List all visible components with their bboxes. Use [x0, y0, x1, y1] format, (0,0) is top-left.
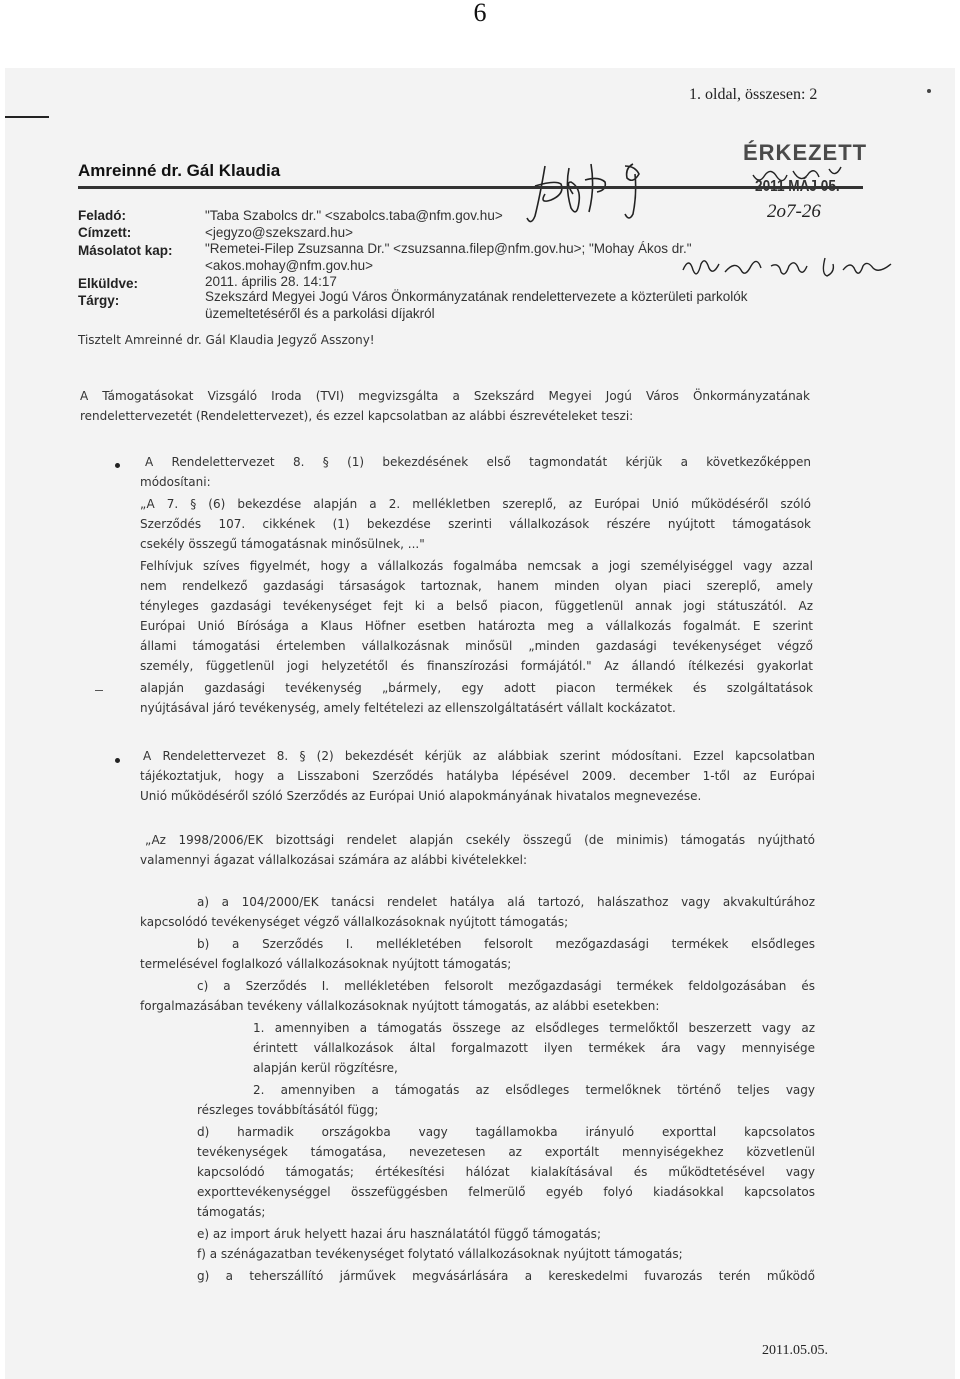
bullet1-explanation-line-8: nyújtásával járó tevékenység, amely feltételezi az ellenszolgáltatásért vállalt kockázatot. [140, 701, 676, 715]
page-info: 1. oldal, összesen: 2 [689, 86, 818, 103]
field-value-sent: 2011. április 28. 14:17 [205, 274, 337, 289]
quote2-sub1-line-2: érintett vállalkozások által forgalmazott ilyen termékek ára vagy mennyisége [253, 1041, 815, 1055]
quote2-item-d-line-5: támogatás; [197, 1205, 266, 1219]
quote2-sub1-line-3: alapján kerül rögzítésre, [253, 1061, 398, 1075]
field-value-sender: "Taba Szabolcs dr." <szabolcs.taba@nfm.gov.hu> [205, 208, 503, 223]
quote2-item-e: e) az import áruk helyett hazai áru használatától függő támogatás; [197, 1227, 601, 1241]
bullet1-quote-line-3: csekély összegű támogatásnak minősülnek, ..." [140, 537, 425, 551]
bullet1-explanation-line-5: állami támogatási értelemben vállalkozásnak minősül „minden gazdasági tevékenységet végző [140, 639, 813, 653]
intro-line-2: rendelettervezetét (Rendelettervezet), és ezzel kapcsolatban az alábbi észrevételeket teszi: [80, 409, 634, 423]
quote2-item-a-line-1: a) a 104/2000/EK tanácsi rendelet hatálya alá tartozó, halászathoz vagy akvakultúrához [197, 895, 815, 909]
bullet1-explanation-line-2: nem rendelkező gazdasági társaságok tartoznak, hanem minden olyan piaci szereplő, amely [140, 579, 813, 593]
received-stamp-number: 2o7-26 [767, 201, 821, 222]
salutation: Tisztelt Amreinné dr. Gál Klaudia Jegyző Asszony! [78, 333, 375, 347]
field-value-subject-line2: üzemeltetéséről és a parkolási díjakról [205, 306, 435, 321]
handwritten-note [675, 248, 915, 288]
scan-edge-mark [5, 116, 49, 118]
quote2-item-d-line-3: kapcsolódó támogatás; értékesítési hálózat kialakításával és működtetésével vagy [197, 1165, 815, 1179]
quote2-item-c-line-2: forgalmazásában tevékeny vállalkozásoknak nyújtott támogatás, az alábbi esetekben: [140, 999, 660, 1013]
field-label-sender: Feladó: [78, 208, 127, 223]
quote2-intro-line-1: „Az 1998/2006/EK bizottsági rendelet alapján csekély összegű (de minimis) támogatás nyújtható [145, 833, 815, 847]
bullet2-line-3: Unió működéséről szóló Szerződés az Európai Unió alapokmányának hivatalos megnevezése. [140, 789, 702, 803]
bullet2-line-1: A Rendelettervezet 8. § (2) bekezdését kérjük az alábbiak szerint módosítani. Ezzel kapcsolatban [143, 749, 815, 763]
bullet1-lead-line-1: A Rendelettervezet 8. § (1) bekezdésének első tagmondatát kérjük a következőképpen [145, 455, 811, 469]
field-label-recipient: Címzett: [78, 225, 132, 240]
header-divider [78, 186, 863, 189]
bullet1-quote-line-1: „A 7. § (6) bekezdése alapján a 2. mellékletben szereplő, az Európai Unió működéséről szóló [140, 497, 811, 511]
field-label-cc: Másolatot kap: [78, 243, 173, 258]
quote2-sub1-line-1: 1. amennyiben a támogatás összege az elsődleges termelőktől beszerzett vagy az [253, 1021, 815, 1035]
bullet1-explanation-line-6: személy, függetlenül jogi helyzetétől és finanszírozási formájától." Az állandó ítélkezési gyakorlat [140, 659, 813, 673]
quote2-item-d-line-1: d) harmadik országokba vagy tagállamokba irányuló exporttal kapcsolatos [197, 1125, 815, 1139]
scanned-page [5, 68, 955, 1379]
received-stamp-title: ÉRKEZETT [743, 140, 868, 165]
field-label-sent: Elküldve: [78, 276, 139, 291]
quote2-intro-line-2: valamennyi ágazat vállalkozásai számára az alábbi kivételekkel: [140, 853, 527, 867]
handwritten-signature [525, 156, 705, 236]
field-value-recipient: <jegyzo@szekszard.hu> [205, 225, 354, 240]
quote2-item-b-line-2: termelésével foglalkozó vállalkozásoknak nyújtott támogatás; [140, 957, 512, 971]
bullet2-line-2: tájékoztatjuk, hogy a Lisszaboni Szerződés hatályba lépésével 2009. december 1-től az Európai [140, 769, 815, 783]
bullet1-lead-line-2: módosítani: [140, 475, 211, 489]
quote2-item-g: g) a teherszállító járművek megvásárlására a kereskedelmi fuvarozás terén működő [197, 1269, 815, 1283]
sender-name-heading: Amreinné dr. Gál Klaudia [78, 161, 281, 180]
bullet1-explanation-line-3: tényleges gazdasági tevékenységet fejt ki a belső piacon, függetlenül annak jogi státuszától. Az [140, 599, 813, 613]
quote2-sub2-line-1: 2. amennyiben a támogatás az elsődleges termelőknek történő teljes vagy [253, 1083, 815, 1097]
bullet1-explanation-line-1: Felhívjuk szíves figyelmét, hogy a vállalkozás fogalmába nemcsak a jogi személyiséggel vagy azzal [140, 559, 813, 573]
field-label-subject: Tárgy: [78, 293, 120, 308]
quote2-item-b-line-1: b) a Szerződés I. mellékletében felsorolt mezőgazdasági termékek elsődleges [197, 937, 815, 951]
quote2-sub2-line-2: részleges továbbításától függ; [197, 1103, 379, 1117]
quote2-item-f: f) a szénágazatban tevékenységet folytató vállalkozásoknak nyújtott támogatás; [197, 1247, 683, 1261]
quote2-item-a-line-2: kapcsolódó tevékenységet végző vállalkozásoknak nyújtott támogatás; [140, 915, 569, 929]
page-number: 6 [473, 0, 487, 27]
quote2-item-d-line-2: tevékenységek támogatása, nevezetesen az exportált mennyiségekhez közvetlenül [197, 1145, 815, 1159]
margin-mark [95, 690, 103, 691]
quote2-item-c-line-1: c) a Szerződés I. mellékletében felsorolt mezőgazdasági termékek feldolgozásában és [197, 979, 815, 993]
bullet1-explanation-line-7: alapján gazdasági tevékenység „bármely, egy adott piacon termékek és szolgáltatások [140, 681, 813, 695]
bullet-marker [115, 758, 120, 763]
field-value-cc-line1: "Remetei-Filep Zsuzsanna Dr." <zsuzsanna.filep@nfm.gov.hu>; "Mohay Ákos dr." [205, 241, 692, 256]
scan-speck [927, 89, 931, 93]
bullet1-quote-line-2: Szerződés 107. cikkének (1) bekezdése szerinti vállalkozások részére nyújtott támogatások [140, 517, 811, 531]
quote2-item-d-line-4: exporttevékenységgel összefüggésben felmerülő egyéb folyó kiadásokkal kapcsolatos [197, 1185, 815, 1199]
bullet-marker [115, 463, 120, 468]
field-value-subject-line1: Szekszárd Megyei Jogú Város Önkormányzatának rendelettervezete a közterületi parkolók [205, 289, 748, 304]
footer-date: 2011.05.05. [762, 1343, 828, 1358]
intro-line-1: A Támogatásokat Vizsgáló Iroda (TVI) megvizsgálta a Szekszárd Megyei Jogú Város Önkormányzatának [80, 389, 810, 403]
bullet1-explanation-line-4: Európai Unió Bírósága a Klaus Höfner esetben határozta meg a vállalkozás fogalmát. E szerint [140, 619, 813, 633]
field-value-cc-line2: <akos.mohay@nfm.gov.hu> [205, 258, 374, 273]
